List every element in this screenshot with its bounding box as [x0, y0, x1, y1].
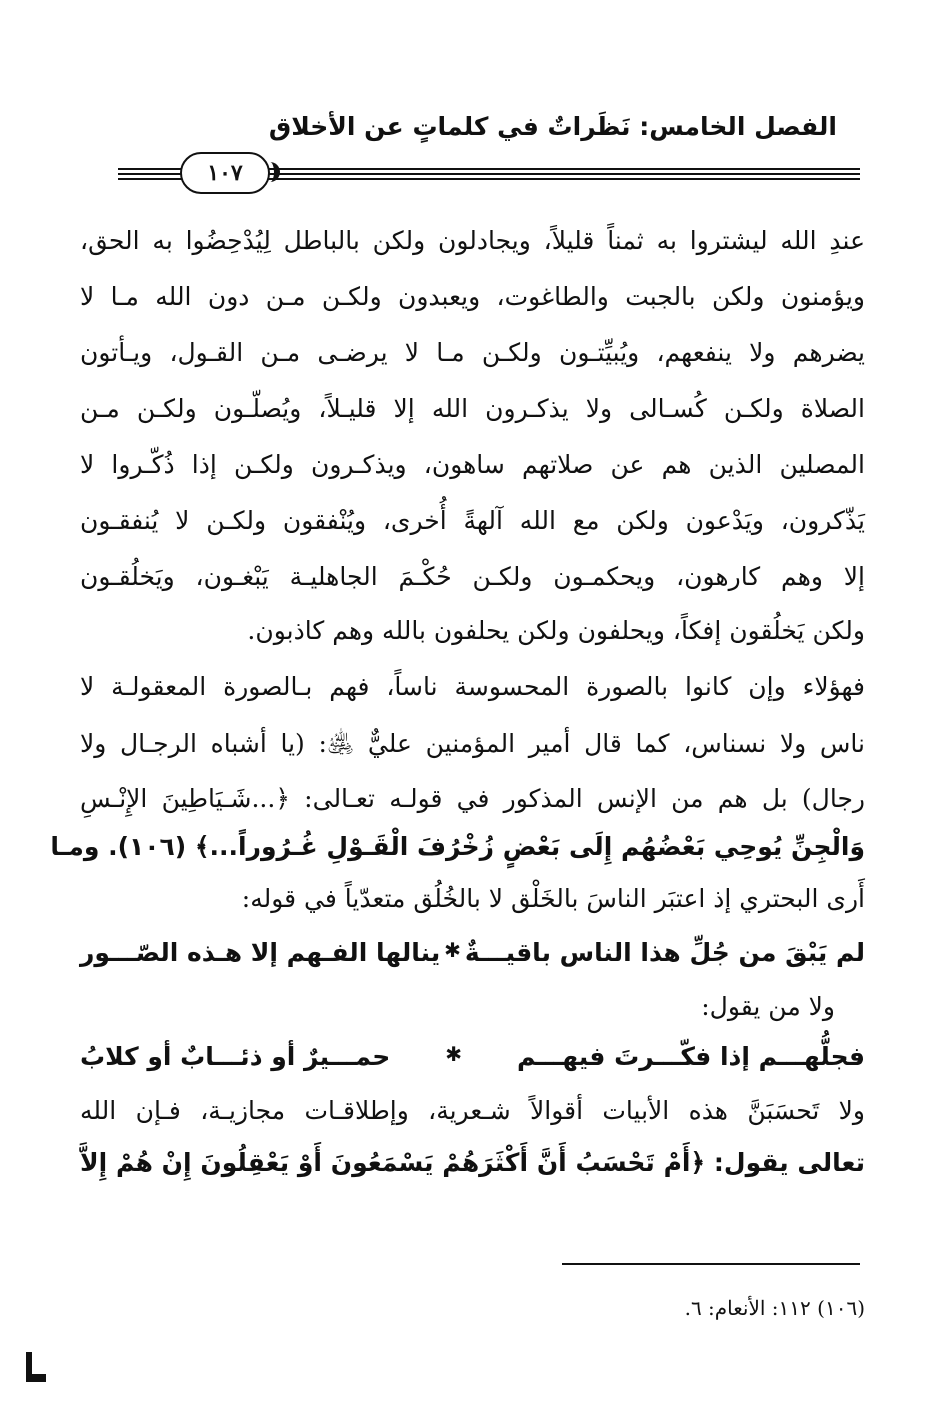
- poem-hemistich-first: لم يَبْقَ من جُلِّ هذا الناس باقيـــةٌ: [464, 938, 865, 967]
- footnote-divider: [562, 1263, 860, 1265]
- text-line: ناس ولا نسناس، كما قال أمير المؤمنين عليٌّ ﵁: (يا أشباه الرجـال ولا: [80, 729, 865, 758]
- text-line: يَذّكرون، ويَدْعون ولكن مع الله آلهةً أُخرى، ويُنْفقون ولكـن لا يُنفقـون: [80, 506, 865, 535]
- poem-hemistich-second: ينالها الفـهم إلا هـذه الصّـــور: [80, 938, 441, 967]
- poem-hemistich-first: فجلُّهـــم إذا فكّـــرتَ فيهـــم: [517, 1042, 865, 1071]
- poem-verse: [80, 938, 865, 967]
- quran-verse-line: تعالى يقول: ﴿أَمْ تَحْسَبُ أَنَّ أَكْثَرَهُمْ يَسْمَعُونَ أَوْ يَعْقِلُونَ إِنْ هُمْ إِلاَّ: [80, 1148, 865, 1177]
- text-line: أَرى البحتري إذ اعتبَر الناسَ بالخَلْق لا بالخُلُق متعدّياً في قوله:: [241, 884, 865, 913]
- text-line: فهؤلاء وإن كانوا بالصورة المحسوسة ناساً، فهم بـالصورة المعقولـة لا: [80, 672, 865, 701]
- text-line: ويؤمنون ولكن بالجبت والطاغوت، ويعبدون ولكـن مـن دون الله مـا لا: [80, 282, 865, 311]
- text-line: إلا وهم كارهون، ويحكمـون ولكـن حُكْـمَ الجاهليـة يَبْغـون، ويَخلُقـون: [80, 562, 865, 591]
- footnote: (١٠٦) ١١٢: الأنعام: ٦.: [684, 1296, 865, 1320]
- text-line: ولكن يَخلُقون إفكاً، ويحلفون ولكن يحلفون بالله وهم كاذبون.: [247, 616, 865, 645]
- quran-verse-line: وَالْجِنِّ يُوحِي بَعْضُهُم إِلَى بَعْضٍ زُخْرُفَ الْقَـوْلِ غُـرُوراً...﴾ (١٠٦). ومـا: [50, 832, 865, 861]
- text-line: رجال) بل هم من الإنس المذكور في قولـه تعـالى: ﴿...شَـيَاطِينَ الإِنْـسِ: [80, 784, 865, 813]
- text-line: ولا تَحسَبَنَّ هذه الأبيات أقوالاً شـعرية، وإطلاقـات مجازيـة، فـإن الله: [80, 1096, 865, 1125]
- verse-separator-icon: ✱: [444, 938, 461, 962]
- text-line: المصلين الذين هم عن صلاتهم ساهون، ويذكـرون ولكـن إذا ذُكّـروا لا: [80, 450, 865, 479]
- chapter-header: الفصل الخامس: نَظَراتٌ في كلماتٍ عن الأخلاق: [268, 112, 837, 141]
- text-line: يضرهم ولا ينفعهم، ويُبيِّتـون ولكـن مـا لا يرضـى مـن القـول، ويـأتون: [80, 338, 865, 367]
- poem-verse: [80, 1042, 865, 1071]
- text-line: عندِ الله ليشتروا به ثمناً قليلاً، ويجادلون ولكن بالباطل لِيُدْحِضُوا به الحق،: [80, 226, 865, 255]
- page-corner-mark-icon: [22, 1352, 46, 1382]
- page-number-badge: ١٠٧: [180, 152, 270, 194]
- verse-separator-icon: ✱: [445, 1042, 463, 1066]
- poem-hemistich-second: حمـــيرٌ أو ذئـــابٌ أو كلابُ: [80, 1042, 391, 1071]
- text-line: الصلاة ولكـن كُسـالى ولا يذكـرون الله إلا قليـلاً، ويُصلّـون ولكـن مـن: [80, 394, 865, 423]
- text-line: ولا من يقول:: [701, 992, 835, 1021]
